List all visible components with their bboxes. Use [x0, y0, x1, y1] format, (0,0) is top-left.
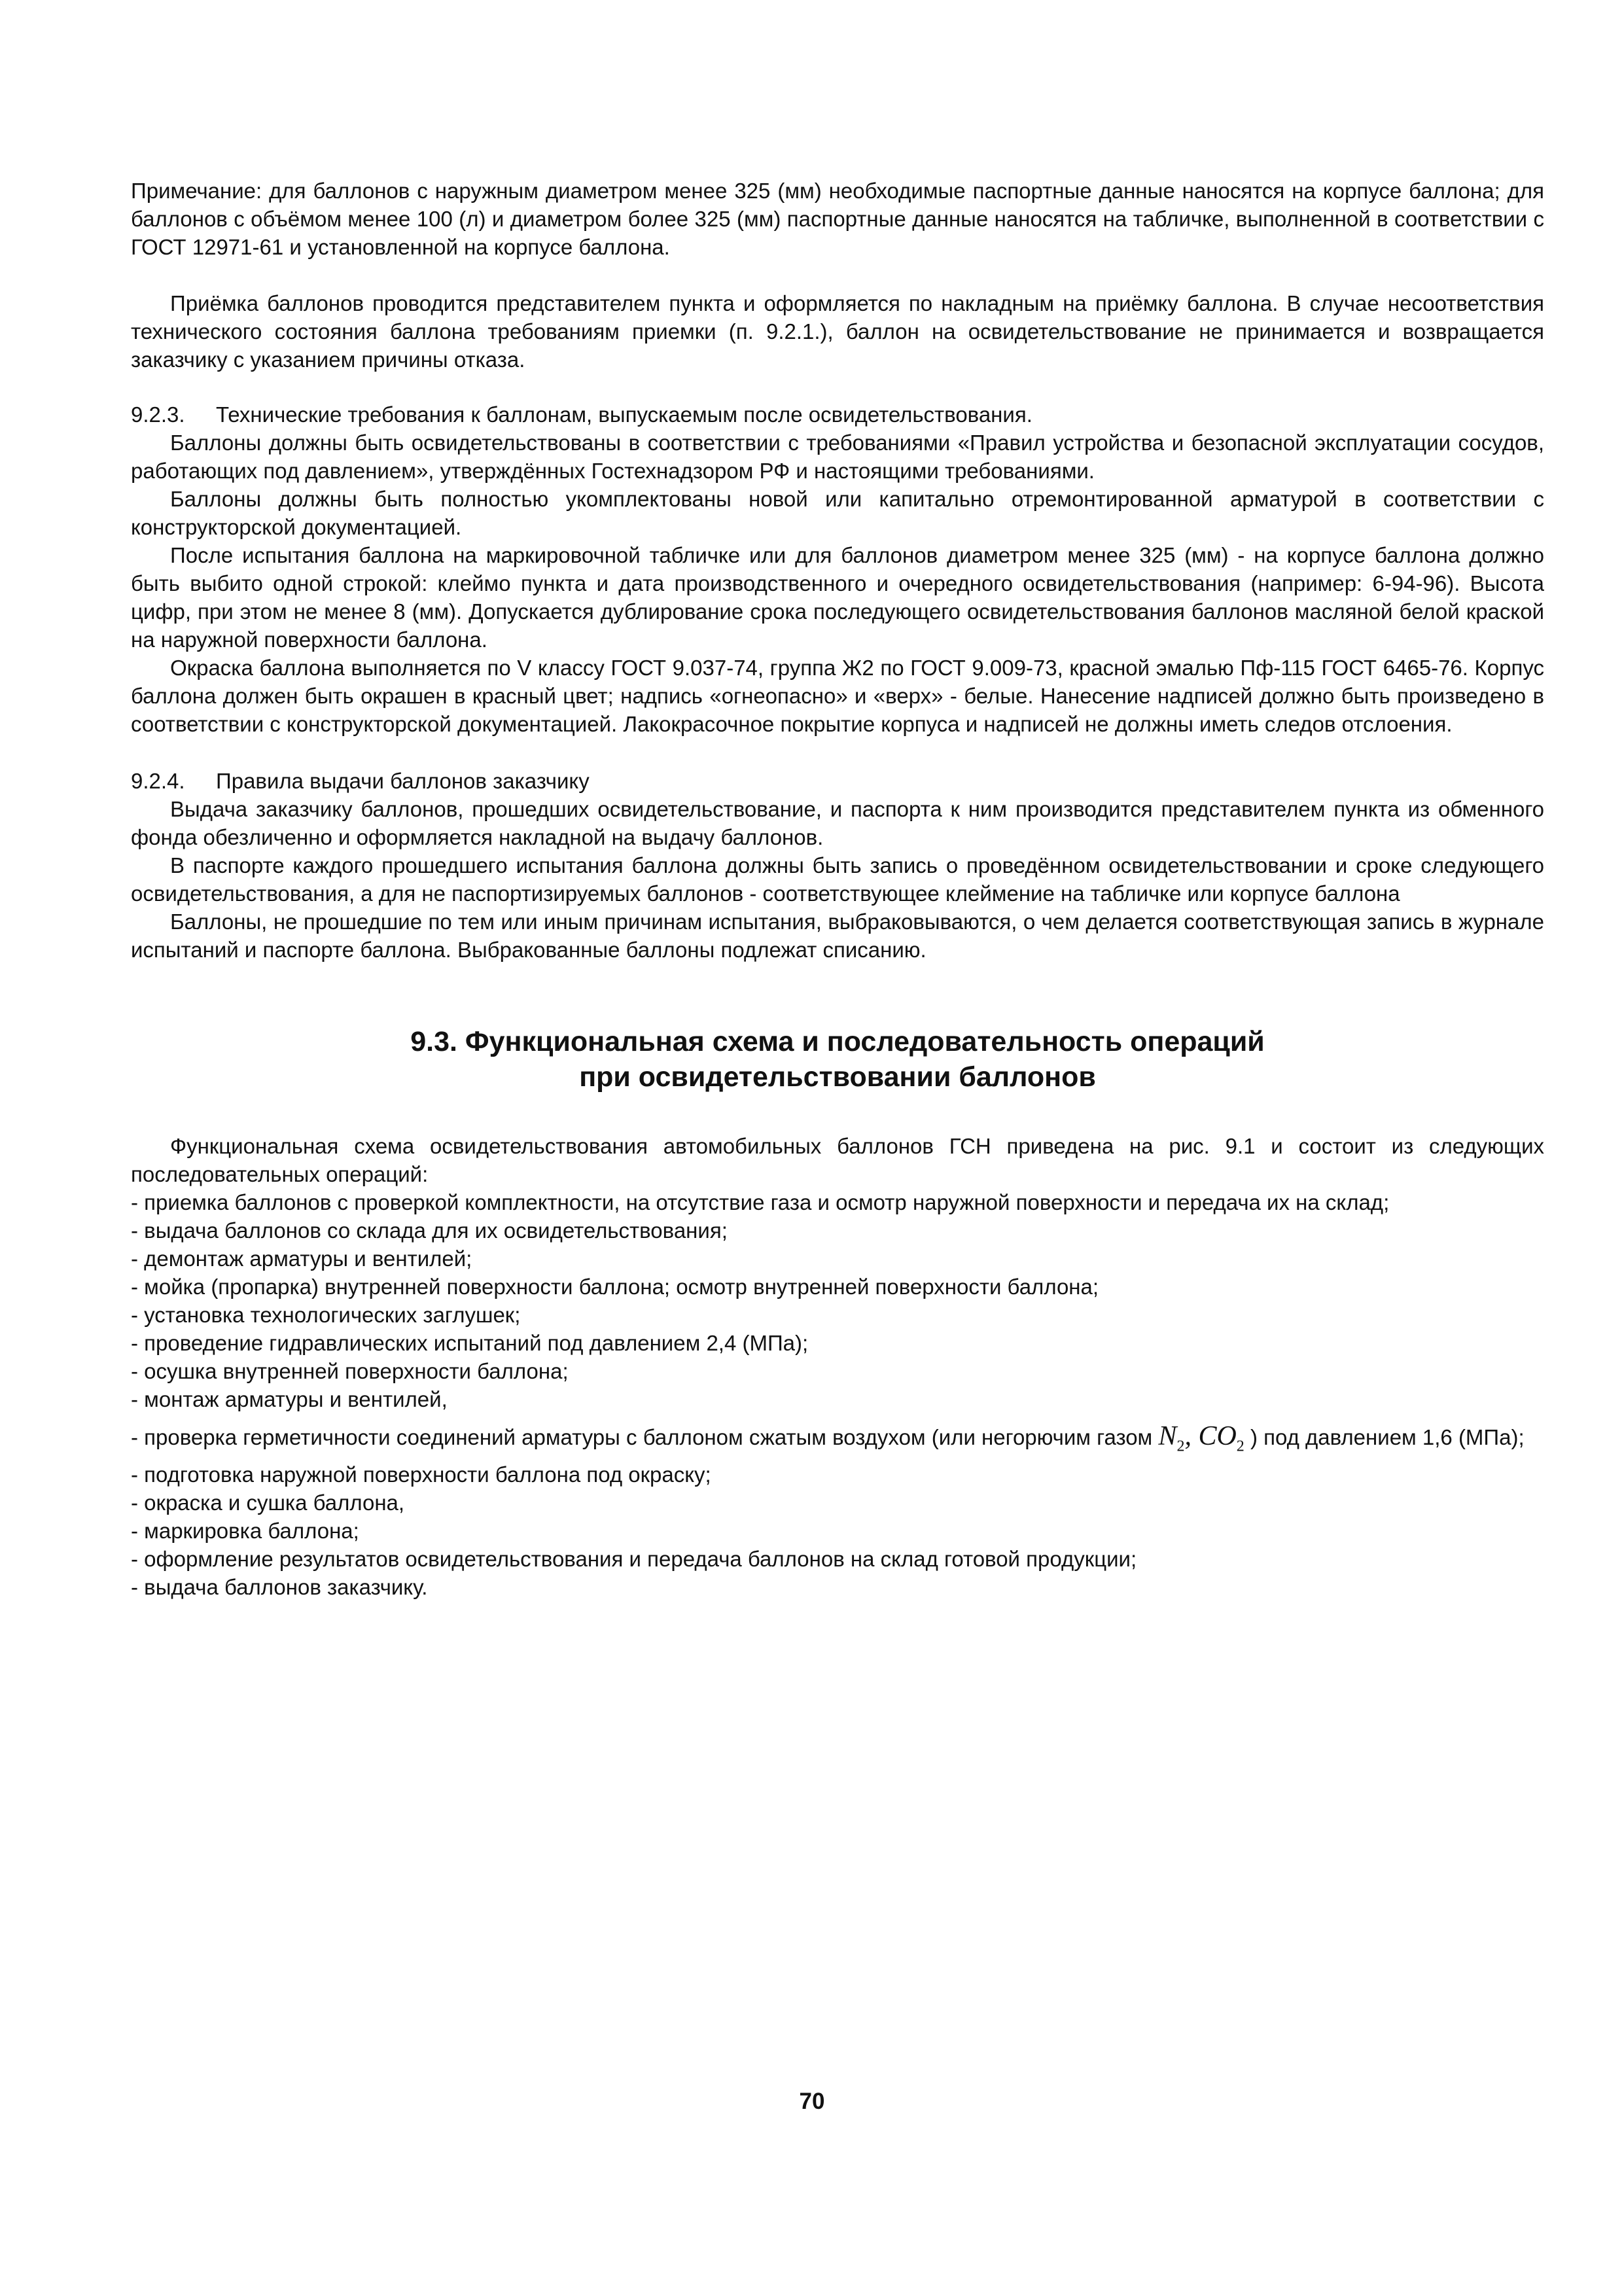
note-text: Примечание: для баллонов с наружным диаметром менее 325 (мм) необходимые паспортные данные наносятся на корпусе баллона; для баллонов с объёмом менее 100 (л) и диаметром более 325 (мм) паспортные данные наносятся на табличке, выполненной в соответствии с ГОСТ 12971-61 и установленной на корпусе баллона.: [131, 179, 1544, 259]
leak-test-prefix: - проверка герметичности соединений арматуры с баллоном сжатым воздухом (или негорючим газом: [131, 1425, 1159, 1449]
acceptance-text: Приёмка баллонов проводится представителем пункта и оформляется по накладным на приёмку баллона. В случае несоответствия технического состояния баллона требованиям приемки (п. 9.2.1.), баллон на освидетельствование не принимается и возвращается заказчику с указанием причины отказа.: [131, 291, 1544, 372]
section-9-3-title: [131, 1024, 1544, 1095]
operation-list-item: - осушка внутренней поверхности баллона;: [131, 1359, 569, 1383]
operation-list-item: - монтаж арматуры и вентилей,: [131, 1387, 448, 1411]
acceptance-paragraph: [131, 289, 1544, 374]
gas-co2-subscript: 2: [1236, 1438, 1244, 1455]
section-9-2-4: [131, 767, 1544, 964]
gas-nitrogen-subscript: 2: [1176, 1438, 1185, 1455]
section-9-2-4-title: Правила выдачи баллонов заказчику: [216, 769, 590, 793]
section-9-2-4-number: 9.2.4.: [131, 769, 185, 793]
leak-test-suffix: ) под давлением 1,6 (МПа);: [1244, 1425, 1525, 1449]
section-9-3-body: [131, 1132, 1544, 1601]
operation-list-item: - выдача баллонов со склада для их освидетельствования;: [131, 1218, 728, 1243]
operation-list-item: - оформление результатов освидетельствования и передача баллонов на склад готовой продукции;: [131, 1547, 1137, 1572]
gas-nitrogen-symbol: N: [1158, 1421, 1177, 1451]
operation-list-item: - выдача баллонов заказчику.: [131, 1575, 428, 1600]
section-9-2-4-heading: [131, 767, 1544, 795]
section-9-2-3-paragraph: Окраска баллона выполняется по V классу ГОСТ 9.037-74, группа Ж2 по ГОСТ 9.009-73, красной эмалью Пф-115 ГОСТ 6465-76. Корпус баллона должен быть окрашен в красный цвет; надпись «огнеопасно» и «верх» - белые. Нанесение надписей должно быть произведено в соответствии с конструкторской документацией. Лакокрасочное покрытие корпуса и надписей не должны иметь следов отслоения.: [131, 656, 1544, 736]
operation-list-item: - мойка (пропарка) внутренней поверхности баллона; осмотр внутренней поверхности баллона;: [131, 1275, 1099, 1299]
operation-list-item-leak-test: [131, 1422, 1544, 1460]
section-9-2-4-paragraph: Выдача заказчику баллонов, прошедших освидетельствование, и паспорта к ним производится представителем пункта из обменного фонда обезличенно и оформляется накладной на выдачу баллонов.: [131, 797, 1544, 849]
section-9-2-3-heading: [131, 400, 1544, 429]
page-number: 70: [799, 2089, 825, 2114]
section-9-2-4-paragraph: Баллоны, не прошедшие по тем или иным причинам испытания, выбраковываются, о чем делается соответствующая запись в журнале испытаний и паспорте баллона. Выбракованные баллоны подлежат списанию.: [131, 910, 1544, 962]
section-9-2-3-paragraph: После испытания баллона на маркировочной табличке или для баллонов диаметром менее 325 (мм) - на корпусе баллона должно быть выбито одной строкой: клеймо пункта и дата производственного и очередного освидетельствования (например: 6-94-96). Высота цифр, при этом не менее 8 (мм). Допускается дублирование срока последующего освидетельствования баллонов масляной белой краской на наружной поверхности баллона.: [131, 543, 1544, 652]
section-9-2-3-title: Технические требования к баллонам, выпускаемым после освидетельствования.: [216, 402, 1033, 427]
section-9-3-title-line2: при освидетельствовании баллонов: [579, 1061, 1096, 1093]
section-9-2-4-paragraph: В паспорте каждого прошедшего испытания баллона должны быть запись о проведённом освидетельствовании и сроке следующего освидетельствования, а для не паспортизируемых баллонов - соответствующее клеймение на табличке или корпусе баллона: [131, 853, 1544, 906]
operation-list-item: - приемка баллонов с проверкой комплектности, на отсутствие газа и осмотр наружной поверхности и передача их на склад;: [131, 1190, 1390, 1214]
section-9-3-intro: Функциональная схема освидетельствования автомобильных баллонов ГСН приведена на рис. 9.1 и состоит из следующих последовательных операций:: [131, 1134, 1544, 1186]
gas-separator: ,: [1184, 1421, 1199, 1451]
operation-list-item: - подготовка наружной поверхности баллона под окраску;: [131, 1462, 711, 1487]
operation-list-item: - установка технологических заглушек;: [131, 1303, 521, 1327]
gas-co2-symbol: CO: [1198, 1421, 1237, 1451]
operation-list-item: - маркировка баллона;: [131, 1519, 359, 1544]
section-9-2-3-paragraph: Баллоны должны быть полностью укомплектованы новой или капитально отремонтированной арматурой в соответствии с конструкторской документацией.: [131, 487, 1544, 539]
section-9-3-title-line1: 9.3. Функциональная схема и последовательность операций: [410, 1026, 1265, 1057]
operation-list-item: - демонтаж арматуры и вентилей;: [131, 1246, 472, 1271]
note-paragraph: [131, 177, 1544, 261]
section-9-2-3-paragraph: Баллоны должны быть освидетельствованы в соответствии с требованиями «Правил устройства и безопасной эксплуатации сосудов, работающих под давлением», утверждённых Гостехнадзором РФ и настоящими требованиями.: [131, 431, 1544, 483]
gas-formula: [1158, 1421, 1244, 1455]
section-9-2-3: [131, 400, 1544, 738]
operation-list-item: - проведение гидравлических испытаний под давлением 2,4 (МПа);: [131, 1331, 809, 1355]
operation-list-item: - окраска и сушка баллона,: [131, 1491, 405, 1515]
section-9-2-3-number: 9.2.3.: [131, 402, 185, 427]
